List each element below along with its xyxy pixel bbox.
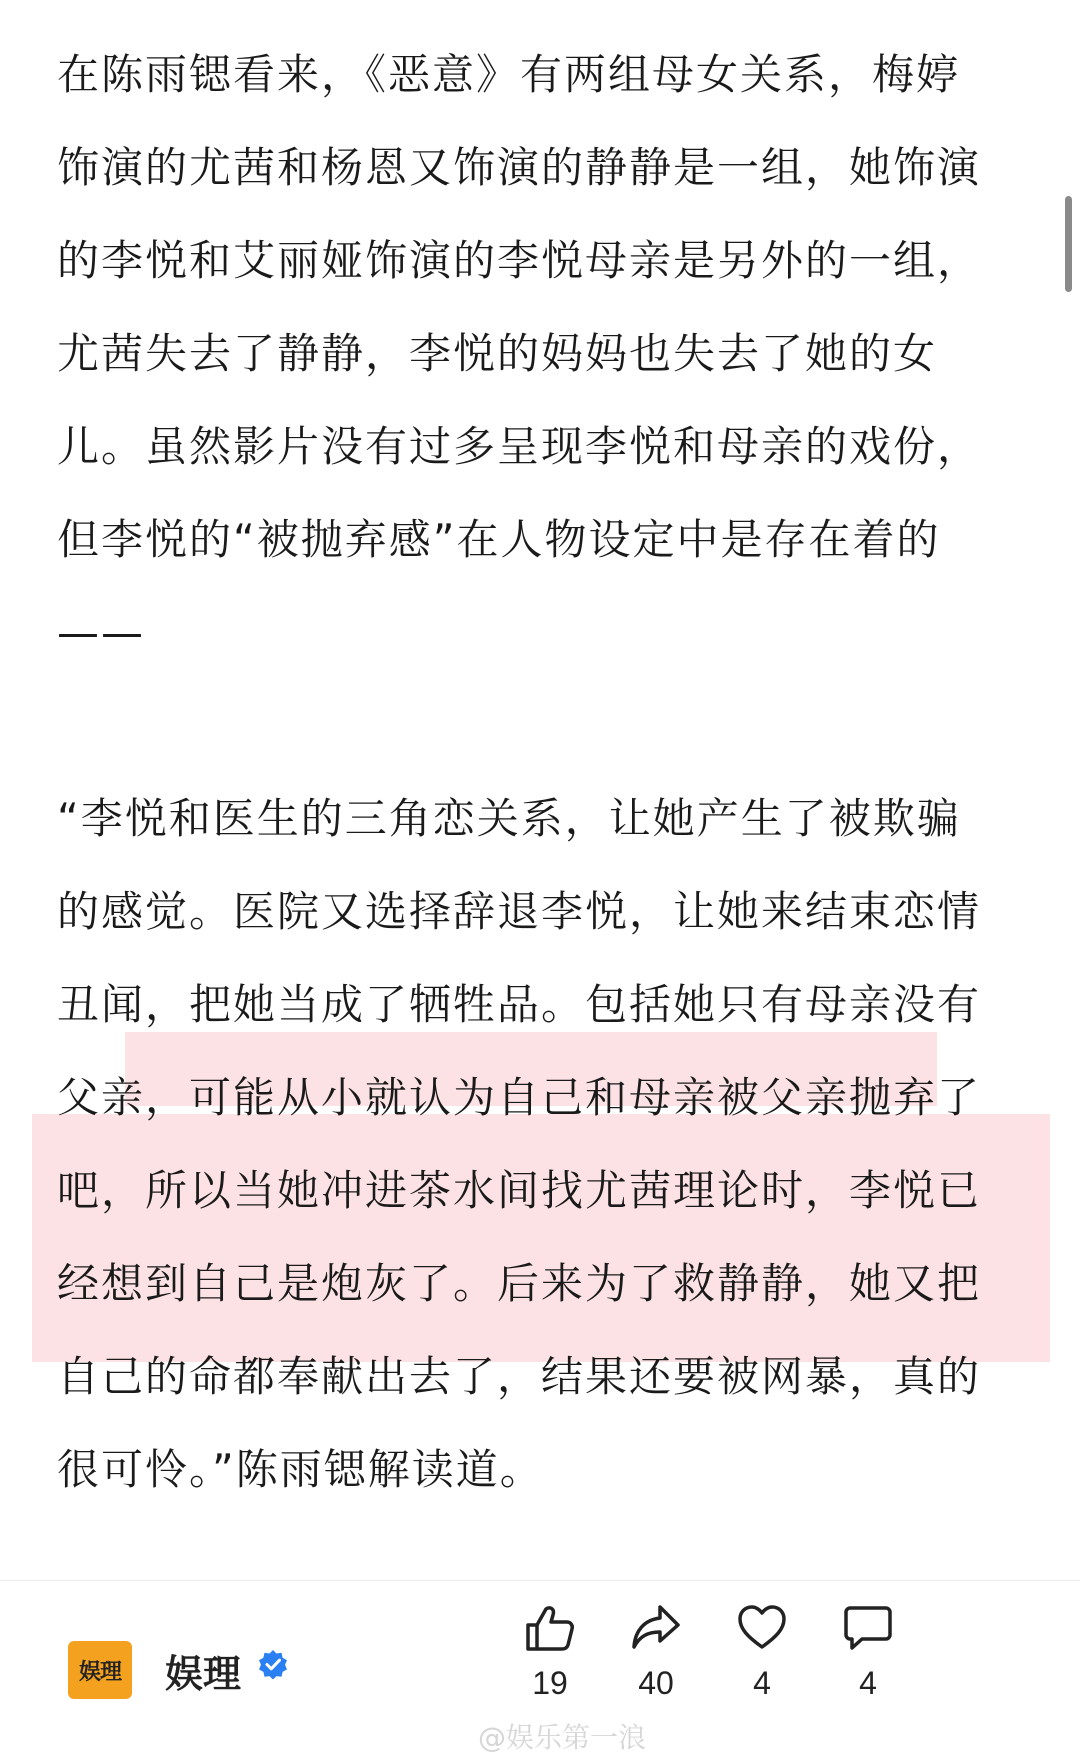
share-count: 40 (638, 1665, 674, 1701)
text-line (57, 1144, 1017, 1237)
text-line: “李悦和医生的三角恋关系，让她产生了被欺骗 (57, 794, 961, 843)
text-line: 饰演的尤茜和杨恩又饰演的静静是一组，她饰演 (57, 143, 982, 192)
article-body (57, 28, 1017, 1516)
text-line: 父亲，可能从小就认为自己和母亲被父亲抛弃了 (57, 1073, 982, 1122)
text-line-prefix: 吧， (57, 1166, 146, 1215)
comment-icon (842, 1603, 894, 1653)
comment-button[interactable] (828, 1603, 908, 1702)
text-line: 尤茜失去了静静，李悦的妈妈也失去了她的女 (57, 329, 938, 378)
comment-count: 4 (859, 1665, 877, 1701)
text-line: 的李悦和艾丽娅饰演的李悦母亲是另外的一组， (57, 236, 982, 285)
logo-text: 娱理 (78, 1659, 121, 1685)
text-line: 儿。虽然影片没有过多呈现李悦和母亲的戏份， (57, 422, 982, 471)
paragraph-gap (57, 679, 1017, 772)
highlighted-text-line: 很可怜。”陈雨锶解读道。 (57, 1445, 544, 1494)
text-line: 在陈雨锶看来，《恶意》有两组母女关系，梅婷 (57, 50, 961, 99)
text-line: 丑闻，把她当成了牺牲品。包括她只有母亲没有 (57, 980, 982, 1029)
highlighted-text-line: 经想到自己是炮灰了。后来为了救静静，她又把 (57, 1259, 982, 1308)
like-button[interactable] (510, 1603, 590, 1702)
highlighted-text-line: 自己的命都奉献出去了，结果还要被网暴，真的 (57, 1352, 982, 1401)
thumbs-up-icon (524, 1603, 576, 1653)
watermark: @娱乐第一浪 (478, 1721, 647, 1754)
text-line: 但李悦的“被抛弃感”在人物设定中是存在着的 (57, 515, 941, 564)
author-name[interactable]: 娱理 (165, 1652, 242, 1696)
share-icon (630, 1603, 682, 1653)
text-line: —— (57, 608, 145, 657)
text-line: 的感觉。医院又选择辞退李悦，让她来结束恋情 (57, 887, 982, 936)
verified-badge-icon (258, 1649, 288, 1679)
paragraph-1 (57, 28, 1017, 679)
scrollbar-thumb[interactable] (1065, 196, 1072, 292)
favorite-button[interactable] (722, 1603, 802, 1702)
heart-icon (736, 1603, 788, 1653)
paragraph-2 (57, 772, 1017, 1516)
like-count: 19 (532, 1665, 568, 1701)
share-button[interactable] (616, 1603, 696, 1702)
highlighted-text: 所以当她冲进茶水间找尤茜理论时，李悦已 (145, 1166, 982, 1215)
author-avatar[interactable] (68, 1641, 132, 1699)
favorite-count: 4 (753, 1665, 771, 1701)
